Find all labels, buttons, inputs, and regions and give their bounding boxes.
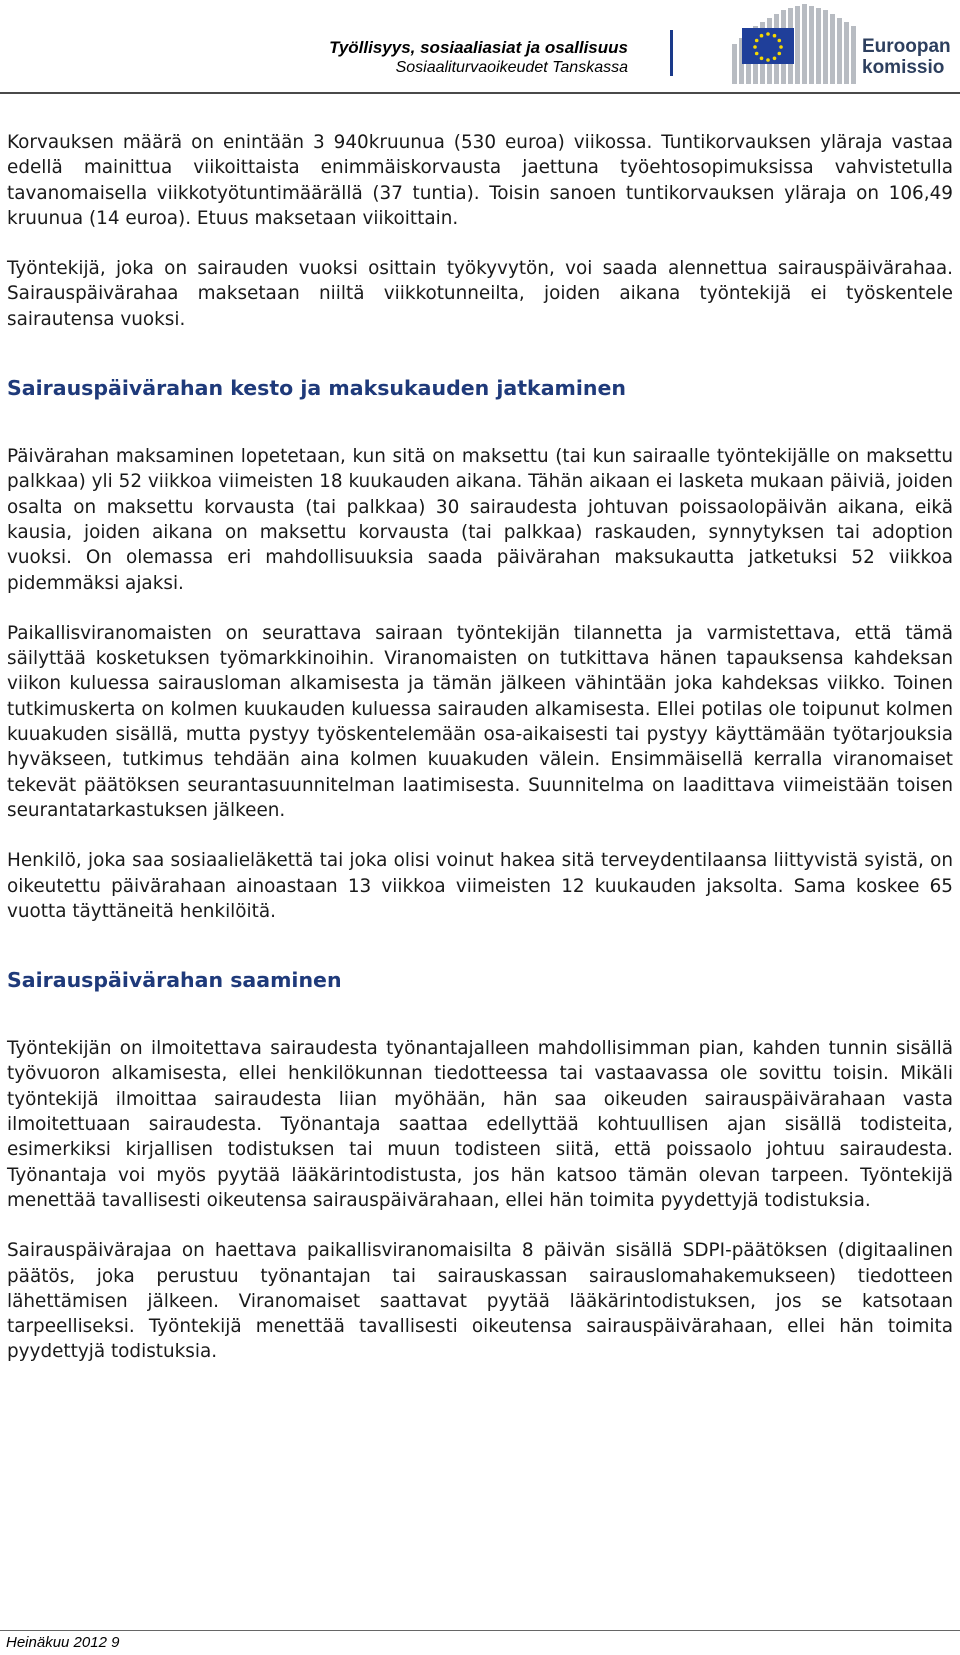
header-rule <box>0 92 960 94</box>
header-title-line2: Sosiaaliturvaoikeudet Tanskassa <box>395 59 628 76</box>
header-title <box>329 37 628 78</box>
page-header <box>0 0 960 96</box>
footer-date-page: Heinäkuu 2012 9 <box>6 1634 120 1651</box>
logo-text <box>862 36 951 78</box>
paragraph-social-pension: Henkilö, joka saa sosiaalieläkettä tai joka olisi voinut hakea sitä terveydentilaansa liittyvistä syistä, on oikeutettu päivärahaan ainoastaan 13 viikkoa viimeisten 12 kuukauden jaksolta. Sama koskee 65 vuotta täyttäneitä henkilöitä. <box>7 850 953 922</box>
european-commission-logo-icon <box>730 0 860 92</box>
paragraph-partial-incapacity: Työntekijä, joka on sairauden vuoksi osittain työkyvytön, voi saada alennettua sairauspäivärahaa. Sairauspäivärahaa maksetaan niiltä viikkotunneilta, joiden aikana työntekijä ei työskentele sairautensa vuoksi. <box>7 258 953 330</box>
paragraph-benefit-amount: Korvauksen määrä on enintään 3 940kruunua (530 euroa) viikossa. Tuntikorvauksen yläraja vastaa edellä mainittua viikoittaista enimmäiskorvausta jaettuna työehtosopimuksissa vahvistetulla tavanomaisella viikkotyötuntimäärällä (37 tuntia). Toisin sanoen tuntikorvauksen yläraja on 106,49 kruunua (14 euroa). Etuus maksetaan viikoittain. <box>7 132 953 229</box>
footer-rule <box>0 1630 960 1631</box>
paragraph-reporting: Työntekijän on ilmoitettava sairaudesta työnantajalleen mahdollisimman pian, kahden tunnin sisällä työvuoron alkamisesta, ellei henkilökunnan tiedotteessa tai vastaavassa ole sovittu toisin. Mikäli työntekijä ilmoittaa sairaudesta liian myöhään, hän saa oikeuden sairauspäivärahaan vasta ilmoitettuaan sairaudesta. Työnantaja saattaa edellyttää kohtuullisen ajan sisällä todisteita, esimerkiksi kirjallisen todistuksen tai muun todisteen siitä, että poissaolo johtuu sairaudesta. Työnantaja voi myös pyytää lääkärintodistusta, jos hän katsoo tämän olevan tarpeen. Työntekijä menettää tavallisesti oikeutensa sairauspäivärahaan, ellei hän toimita pyydettyjä todistuksia. <box>7 1038 953 1211</box>
section-heading-claiming: Sairauspäivärahan saaminen <box>7 968 342 993</box>
paragraph-follow-up: Paikallisviranomaisten on seurattava sairaan työntekijän tilannetta ja varmistettava, että tämä säilyttää kosketuksen työmarkkinoihin. Viranomaisten on tutkittava hänen tapauksensa kahdeksan viikon kuluessa sairausloman alkamisesta ja tämän jälkeen vähintään joka kahdeksas viikko. Toinen tutkimuskerta on kolmen kuukauden kuluessa sairauden alkamisesta. Ellei potilas ole toipunut kolmen kuuakuden sisällä, mutta pystyy työskentelemään osa-aikaisesti tai pystyy käyttämään työtarjouksia hyväkseen, tutkimus tehdään aina kolmen kuuakuden välein. Ensimmäisellä kerralla viranomaiset tekevät päätöksen seurantasuunnitelman laatimisesta. Suunnitelma on laadittava viimeistään toisen seurantatarkastuksen jälkeen. <box>7 622 953 821</box>
logo-text-line1: Euroopan <box>862 36 951 57</box>
header-separator <box>670 30 673 76</box>
header-title-line1: Työllisyys, sosiaaliasiat ja osallisuus <box>329 38 628 57</box>
paragraph-payment-period: Päivärahan maksaminen lopetetaan, kun sitä on maksettu (tai kun sairaalle työntekijälle on maksettu palkkaa) yli 52 viikkoa viimeisten 18 kuukauden aikana. Tähän aikaan ei lasketa mukaan päiviä, joiden osalta on maksettu korvausta (tai palkkaa) 30 sairaudesta johtuvan poissaolopäivän aikana, eikä kausia, joiden aikana on maksettu korvausta (tai palkkaa) raskauden, synnytyksen tai adoption vuoksi. On olemassa eri mahdollisuuksia saada päivärahan maksukautta jatketuksi 52 viikkoa pidemmäksi ajaksi. <box>7 446 953 594</box>
section-heading-duration: Sairauspäivärahan kesto ja maksukauden jatkaminen <box>7 376 627 401</box>
document-body <box>7 130 953 1390</box>
paragraph-application: Sairauspäivärajaa on haettava paikallisviranomaisilta 8 päivän sisällä SDPI-päätöksen (digitaalinen päätös, joka perustuu työnantajan tai sairauskassan sairauslomahakemukseen) tiedotteen lähettämisen jälkeen. Viranomaiset saattavat pyytää lääkärintodistuksen, jos se katsotaan tarpeelliseksi. Työntekijä menettää tavallisesti oikeutensa sairauspäivärahaan, ellei hän toimita pyydettyjä todistuksia. <box>7 1240 953 1363</box>
logo-text-line2: komissio <box>862 57 945 78</box>
